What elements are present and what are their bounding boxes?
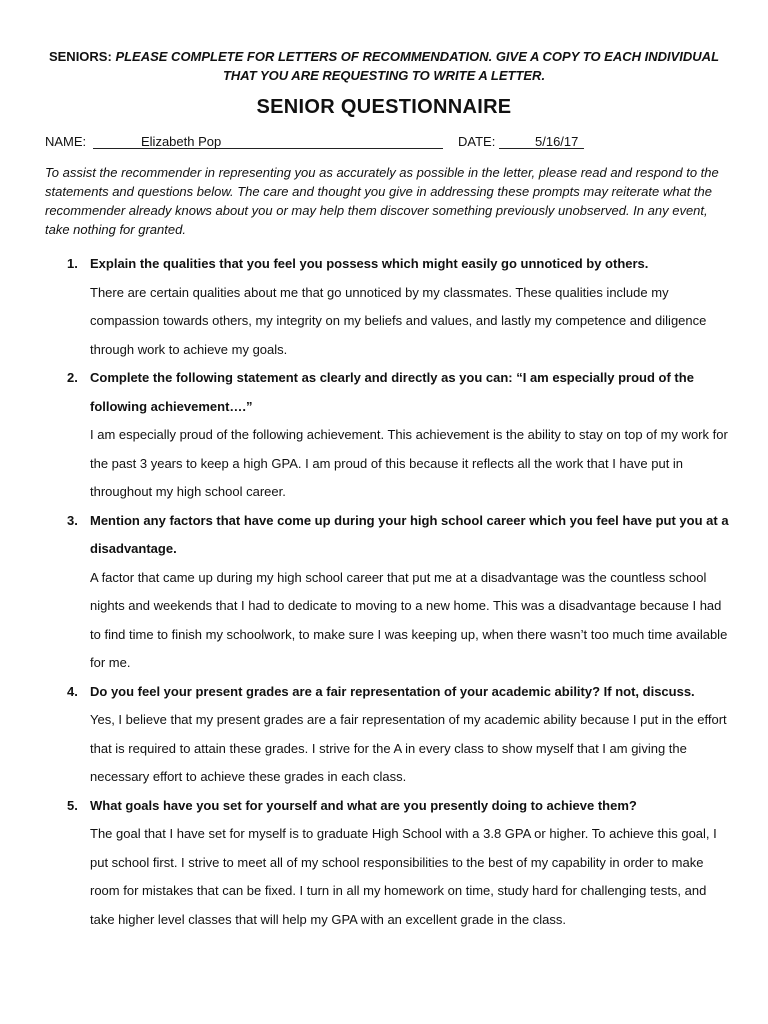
question-item xyxy=(45,678,730,792)
header-lead: SENIORS: xyxy=(48,49,112,64)
name-date-row xyxy=(45,133,735,151)
question-text: Explain the qualities that you feel you possess which might easily go unnoticed by others. xyxy=(90,256,649,271)
question-item xyxy=(45,507,730,678)
answer-text: I am especially proud of the following achievement. This achievement is the ability to stay on top of my work for the past 3 years to keep a high GPA. I am proud of this because it reflects all the work that I have put in throughout my high school career. xyxy=(90,427,728,499)
question-text: Mention any factors that have come up during your high school career which you feel have put you at a disadvantage. xyxy=(90,512,729,556)
date-value: 5/16/17 xyxy=(535,134,579,149)
question-item xyxy=(45,792,730,935)
question-item xyxy=(45,250,730,364)
question-list xyxy=(45,250,730,934)
answer-text: A factor that came up during my high school career that put me at a disadvantage was the countless school nights and weekends that I had to dedicate to moving to a new home. This was a disadvantage because I had to find time to finish my schoolwork, to make sure I was keeping up, when there wasn’t too much time available for me. xyxy=(90,569,728,670)
question-number: 5. xyxy=(67,797,78,813)
question-number: 1. xyxy=(67,256,78,271)
intro-paragraph: To assist the recommender in representing you as accurately as possible in the letter, please read and respond to the statements and questions below. The care and thought you give in addressing these prompts may reiterate what the recommender already knows about you or may help them discover something previously unobserved. In any event, take nothing for granted. xyxy=(45,165,719,237)
question-text: Complete the following statement as clearly and directly as you can: “I am especially proud of the following achievement….” xyxy=(90,370,694,414)
date-label: DATE: xyxy=(458,134,496,149)
question-text: Do you feel your present grades are a fair representation of your academic ability? If not, discuss. xyxy=(90,683,695,699)
question-text: What goals have you set for yourself and what are you presently doing to achieve them? xyxy=(90,797,637,813)
page-title: SENIOR QUESTIONNAIRE xyxy=(256,96,512,118)
answer-text: There are certain qualities about me that go unnoticed by my classmates. These qualities include my compassion towards others, my integrity on my beliefs and values, and lastly my competence and diligence through work to achieve my goals. xyxy=(90,284,707,357)
name-value: Elizabeth Pop xyxy=(141,134,222,149)
header-text: PLEASE COMPLETE FOR LETTERS OF RECOMMENDATION. GIVE A COPY TO EACH INDIVIDUAL THAT YOU ARE REQUESTING TO WRITE A LETTER. xyxy=(115,49,720,83)
answer-text: The goal that I have set for myself is to graduate High School with a 3.8 GPA or higher. To achieve this goal, I put school first. I strive to meet all of my school responsibilities to the best of my capability in order to make room for mistakes that can be fixed. I turn in all my homework on time, study hard for challenging tests, and take higher level classes that will help my GPA with an excellent grade in the class. xyxy=(90,826,717,927)
name-label: NAME: xyxy=(45,134,87,149)
question-number: 3. xyxy=(67,512,78,528)
question-item xyxy=(45,364,730,507)
question-number: 2. xyxy=(67,370,78,385)
question-number: 4. xyxy=(67,683,78,699)
answer-text: Yes, I believe that my present grades are a fair representation of my academic ability because I put in the effort that is required to attain these grades. I strive for the A in every class to show myself that I am giving the necessary effort to achieve these grades in each class. xyxy=(90,712,727,784)
header-instructions xyxy=(40,47,728,85)
